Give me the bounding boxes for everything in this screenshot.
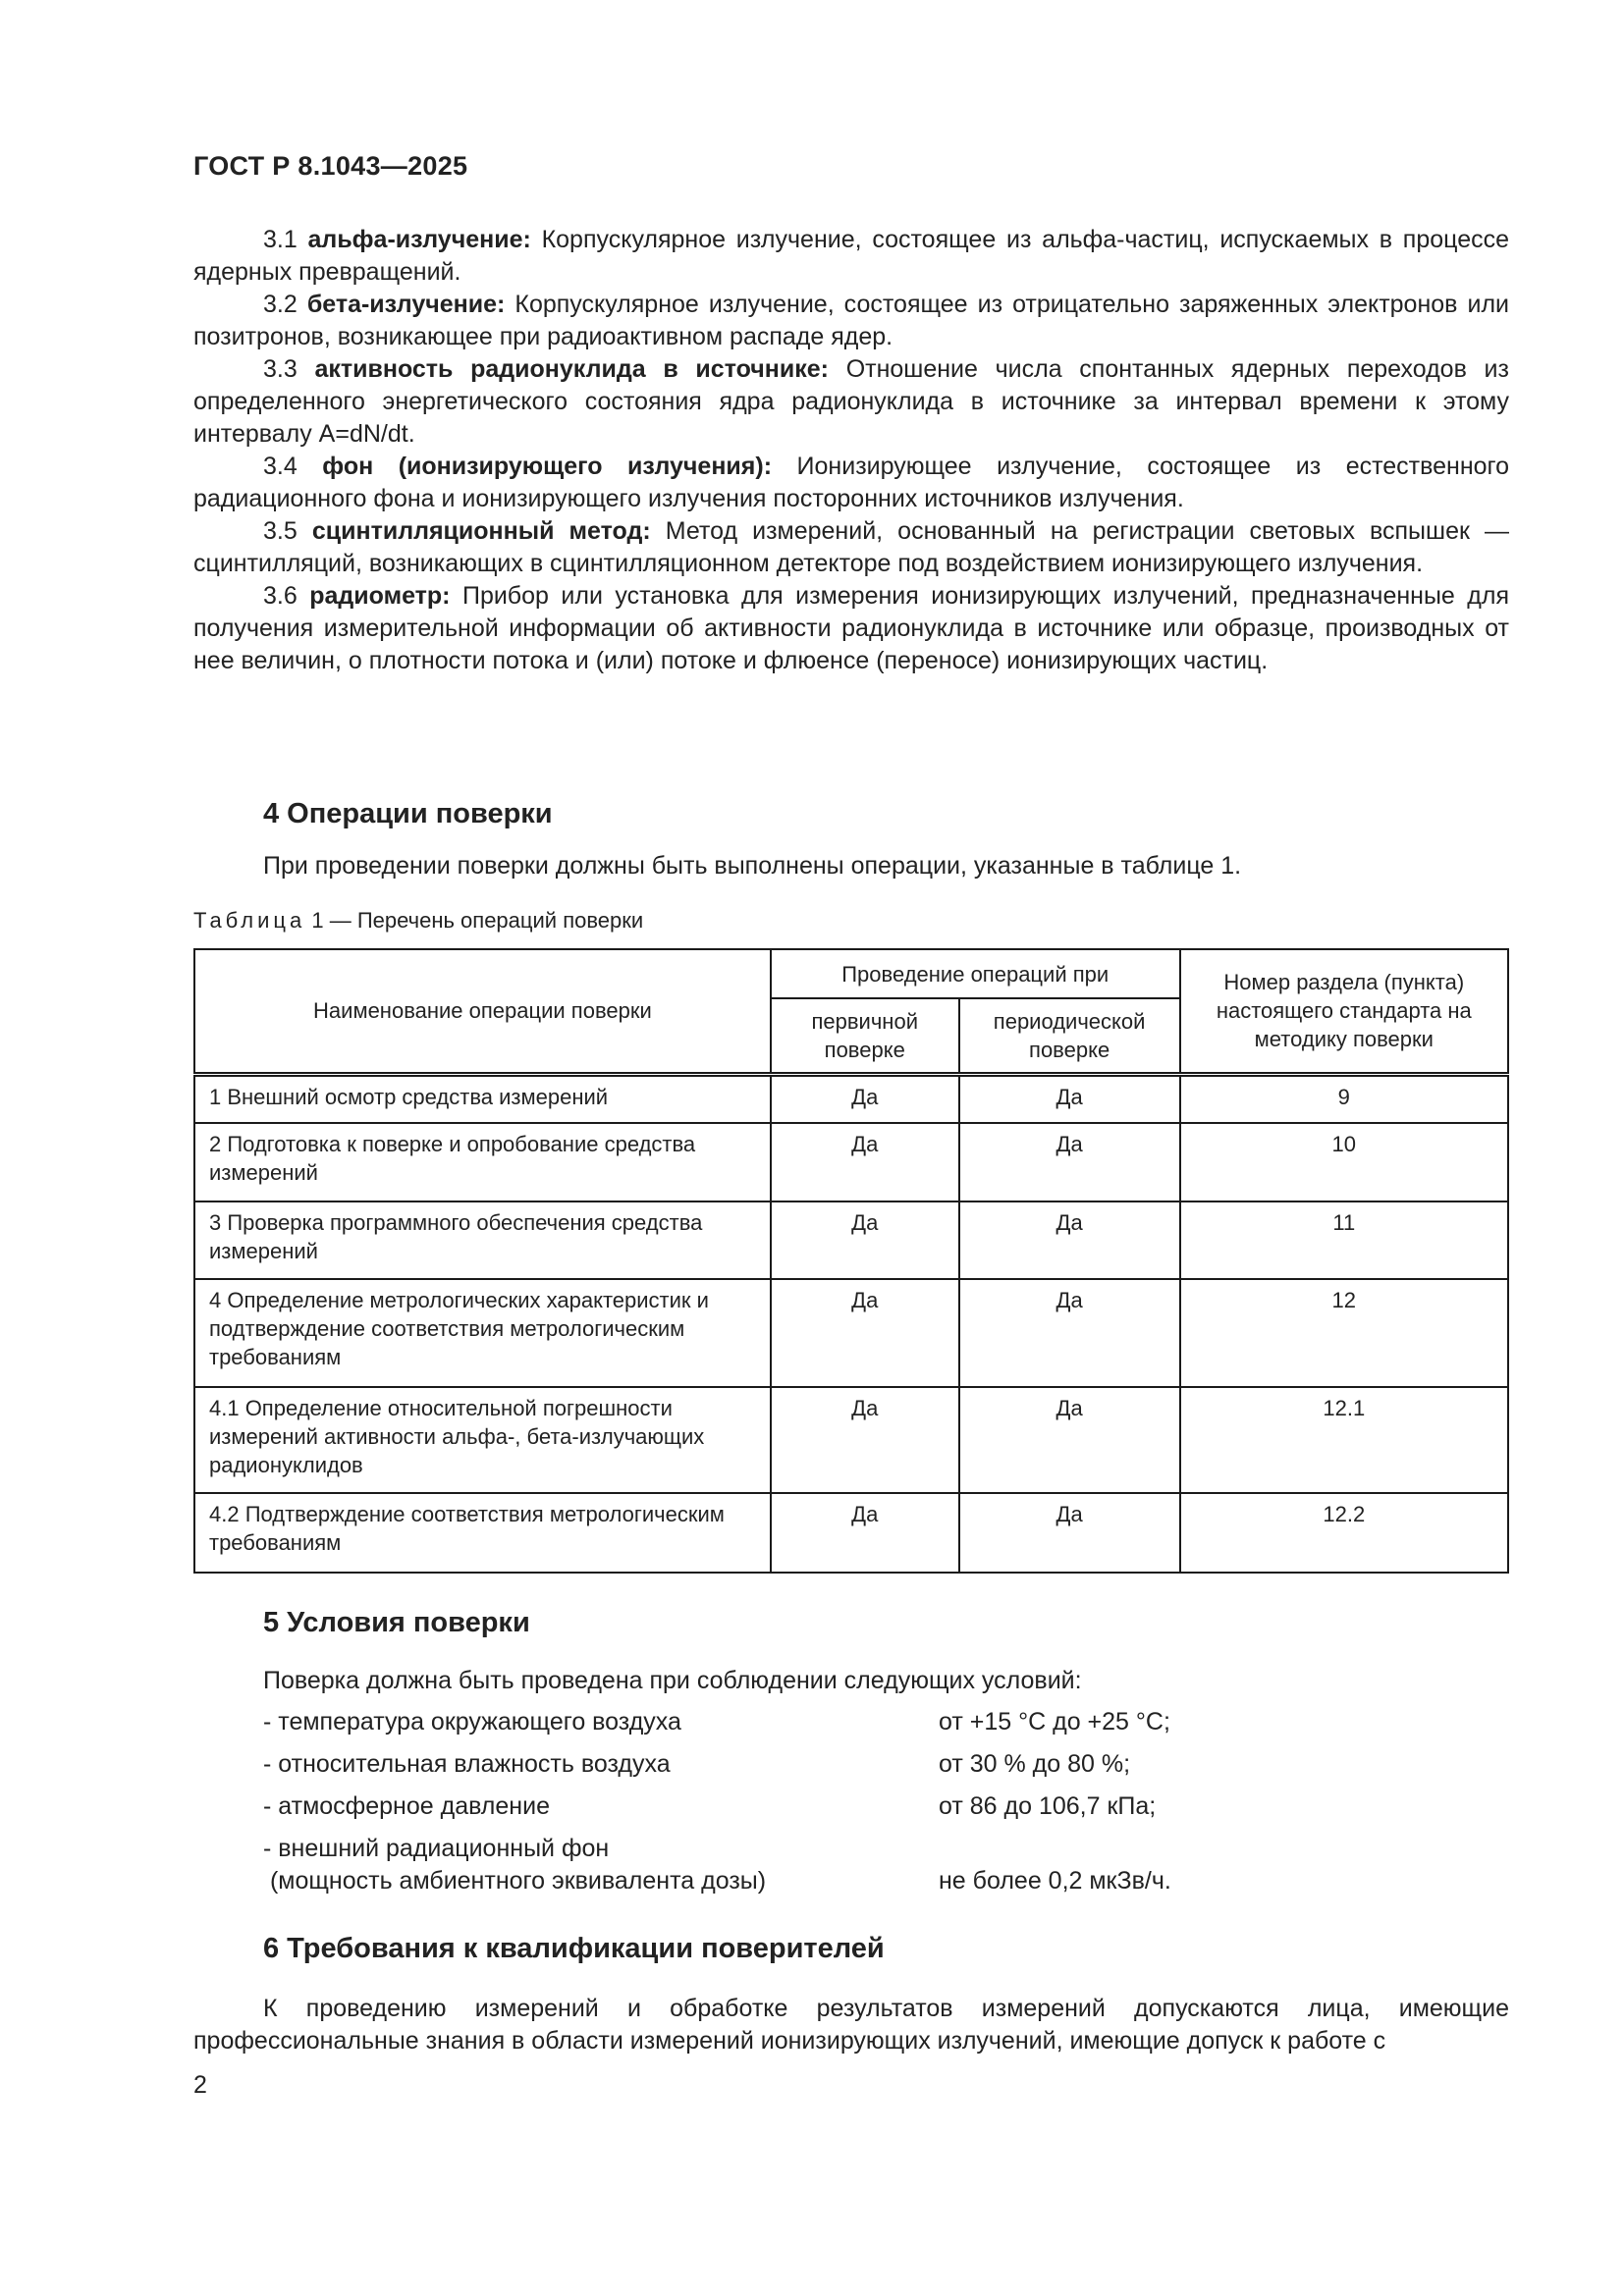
section-ref-value: 10 xyxy=(1180,1123,1508,1201)
operation-name: 4.2 Подтверждение соответствия метрологическим требованиям xyxy=(194,1493,771,1573)
primary-value: Да xyxy=(771,1074,959,1123)
header-section-ref-text: Номер раздела (пункта) настоящего стандарта на методику поверки xyxy=(1216,970,1472,1052)
condition-radiation-value: не более 0,2 мкЗв/ч. xyxy=(939,1867,1171,1895)
header-periodic xyxy=(959,998,1180,1074)
table-row xyxy=(194,1493,1508,1573)
definition-number: 3.6 xyxy=(263,582,298,610)
definition-term: бета-излучение: xyxy=(306,291,506,318)
table-caption-label: Таблица xyxy=(193,908,306,933)
document-id-header: ГОСТ Р 8.1043—2025 xyxy=(193,151,468,181)
section-4-intro: При проведении поверки должны быть выполнены операции, указанные в таблице 1. xyxy=(263,852,1242,880)
definition-3-5 xyxy=(193,515,1509,580)
condition-temperature-value: от +15 °С до +25 °С; xyxy=(939,1708,1170,1735)
definition-number: 3.2 xyxy=(263,291,298,318)
section-6-heading: 6 Требования к квалификации поверителей xyxy=(263,1933,885,1964)
primary-value: Да xyxy=(771,1201,959,1279)
header-operation-name: Наименование операции поверки xyxy=(194,949,771,1074)
section-ref-value: 12 xyxy=(1180,1279,1508,1387)
primary-value: Да xyxy=(771,1123,959,1201)
periodic-value: Да xyxy=(959,1493,1180,1573)
condition-radiation-sublabel: (мощность амбиентного эквивалента дозы) xyxy=(263,1867,767,1895)
condition-temperature-label: - температура окружающего воздуха xyxy=(263,1708,681,1735)
definition-text: Корпускулярное излучение, состоящее из альфа-частиц, испускаемых в процессе ядерных превращений. xyxy=(193,226,1509,286)
periodic-value: Да xyxy=(959,1387,1180,1493)
page-number: 2 xyxy=(193,2071,207,2099)
header-primary xyxy=(771,998,959,1074)
definition-text: Ионизирующее излучение, состоящее из естественного радиационного фона и ионизирующего излучения посторонних источников излучения. xyxy=(193,453,1510,512)
definition-text: Прибор или установка для измерения ионизирующих излучений, предназначенные для получения измерительной информации об активности радионуклида в источнике или образце, производных от нее величин, о плотности потока и (или) потоке и флюенсе (переносе) ионизирующих частиц. xyxy=(193,582,1510,674)
definition-3-6 xyxy=(193,580,1509,677)
condition-humidity-value: от 30 % до 80 %; xyxy=(939,1750,1131,1778)
condition-pressure-label: - атмосферное давление xyxy=(263,1792,550,1820)
definition-number: 3.1 xyxy=(263,226,298,253)
section-6-body xyxy=(193,1993,1509,2057)
table-row xyxy=(194,1279,1508,1387)
definition-3-1 xyxy=(193,224,1509,289)
definition-text: Отношение числа спонтанных ядерных переходов из определенного энергетического состояния ядра радионуклида в источнике за интервал времени к этому интервалу A=dN/dt. xyxy=(193,355,1509,448)
definitions-list xyxy=(193,224,1509,677)
periodic-value: Да xyxy=(959,1279,1180,1387)
definition-number: 3.5 xyxy=(263,517,298,545)
definition-3-4 xyxy=(193,451,1509,515)
primary-value: Да xyxy=(771,1279,959,1387)
condition-pressure-value: от 86 до 106,7 кПа; xyxy=(939,1792,1157,1820)
periodic-value: Да xyxy=(959,1123,1180,1201)
table-caption xyxy=(193,907,643,934)
table-row xyxy=(194,1123,1508,1201)
definition-3-2 xyxy=(193,289,1509,353)
operation-name: 4.1 Определение относительной погрешности измерений активности альфа-, бета-излучающих радионуклидов xyxy=(194,1387,771,1493)
definition-term: активность радионуклида в источнике: xyxy=(314,355,829,383)
section-ref-value: 12.1 xyxy=(1180,1387,1508,1493)
periodic-value: Да xyxy=(959,1074,1180,1123)
section-4-heading: 4 Операции поверки xyxy=(263,798,553,829)
table-row xyxy=(194,1074,1508,1123)
section-5-intro: Поверка должна быть проведена при соблюдении следующих условий: xyxy=(263,1667,1082,1694)
definition-term: фон (ионизирующего излучения): xyxy=(322,453,773,480)
table-row xyxy=(194,1201,1508,1279)
section-5-heading: 5 Условия поверки xyxy=(263,1607,530,1638)
header-periodic-text: периодической поверке xyxy=(993,1008,1146,1062)
section-ref-value: 11 xyxy=(1180,1201,1508,1279)
definition-term: альфа-излучение: xyxy=(307,226,531,253)
definition-text: Корпускулярное излучение, состоящее из отрицательно заряженных электронов или позитронов, возникающее при радиоактивном распаде ядер. xyxy=(193,291,1510,350)
table-caption-text: 1 — Перечень операций поверки xyxy=(305,908,644,933)
operation-name: 4 Определение метрологических характеристик и подтверждение соответствия метрологическим требованиям xyxy=(194,1279,771,1387)
definition-term: сцинтилляционный метод: xyxy=(311,517,651,545)
operation-name: 1 Внешний осмотр средства измерений xyxy=(194,1074,771,1123)
primary-value: Да xyxy=(771,1387,959,1493)
condition-radiation-label: - внешний радиационный фон xyxy=(263,1835,610,1862)
section-ref-value: 12.2 xyxy=(1180,1493,1508,1573)
header-primary-text: первичной поверке xyxy=(811,1008,918,1062)
definition-text: Метод измерений, основанный на регистрации световых вспышек — сцинтилляций, возникающих в сцинтилляционном детекторе под воздействием ионизирующего излучения. xyxy=(193,517,1509,577)
periodic-value: Да xyxy=(959,1201,1180,1279)
primary-value: Да xyxy=(771,1493,959,1573)
section-ref-value: 9 xyxy=(1180,1074,1508,1123)
definition-term: радиометр: xyxy=(309,582,451,610)
header-section-ref xyxy=(1180,949,1508,1074)
operation-name: 2 Подготовка к поверке и опробование средства измерений xyxy=(194,1123,771,1201)
section-6-paragraph: К проведению измерений и обработке результатов измерений допускаются лица, имеющие профессиональные знания в области измерений ионизирующих излучений, имеющие допуск к работе с xyxy=(193,1995,1509,2055)
definition-3-3 xyxy=(193,353,1509,451)
table-row xyxy=(194,1387,1508,1493)
definition-number: 3.3 xyxy=(263,355,298,383)
definition-number: 3.4 xyxy=(263,453,298,480)
operations-table xyxy=(193,948,1509,1574)
condition-humidity-label: - относительная влажность воздуха xyxy=(263,1750,671,1778)
header-operations-group: Проведение операций при xyxy=(771,949,1180,998)
operation-name: 3 Проверка программного обеспечения средства измерений xyxy=(194,1201,771,1279)
